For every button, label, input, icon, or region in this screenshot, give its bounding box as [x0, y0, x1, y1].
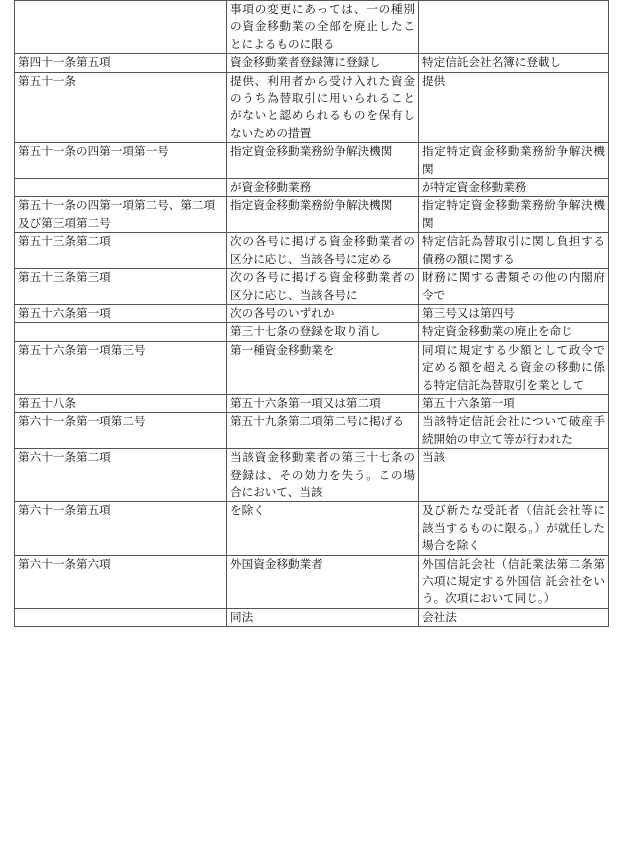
table-row [15, 233, 609, 269]
after-text-cell: 当該 [419, 449, 609, 502]
table-row [15, 341, 609, 394]
table-row [15, 179, 609, 197]
before-text-cell: 第五十六条第一項又は第二項 [227, 394, 419, 412]
before-text-cell: 次の各号に掲げる資金移動業者の区分に応じ、当該各号に [227, 269, 419, 305]
article-cell [15, 179, 227, 197]
after-text-cell: 指定特定資金移動業務紛争解決機関 [419, 143, 609, 179]
article-cell: 第五十三条第三項 [15, 269, 227, 305]
before-text-cell: 次の各号に掲げる資金移動業者の区分に応じ、当該各号に定める [227, 233, 419, 269]
before-text-cell: 当該資金移動業者の第三十七条の登録は、その効力を失う。この場合において、当該 [227, 449, 419, 502]
table-row [15, 608, 609, 626]
article-cell: 第六十一条第二項 [15, 449, 227, 502]
table-row [15, 304, 609, 322]
after-text-cell: 財務に関する書類その他の内閣府令で [419, 269, 609, 305]
before-text-cell: を除く [227, 502, 419, 555]
table-row [15, 555, 609, 608]
before-text-cell: 事項の変更にあっては、一の種別の資金移動業の全部を廃止したことによるものに限る [227, 1, 419, 54]
table-row [15, 54, 609, 72]
before-text-cell: 第一種資金移動業を [227, 341, 419, 394]
before-text-cell: 提供、利用者から受け入れた資金のうち為替取引に用いられることがないと認められるものを保有しないための措置 [227, 72, 419, 143]
after-text-cell: が特定資金移動業務 [419, 179, 609, 197]
article-cell: 第六十一条第一項第二号 [15, 413, 227, 449]
after-text-cell: 特定資金移動業の廃止を命じ [419, 323, 609, 341]
article-cell: 第五十三条第二項 [15, 233, 227, 269]
table-row [15, 143, 609, 179]
article-cell: 第五十八条 [15, 394, 227, 412]
table-row [15, 1, 609, 54]
after-text-cell: 同項に規定する少額として政令で定める額を超える資金の移動に係る特定信託為替取引を業として [419, 341, 609, 394]
before-text-cell: 同法 [227, 608, 419, 626]
table-row [15, 413, 609, 449]
article-cell: 第五十一条の四第一項第一号 [15, 143, 227, 179]
table-row [15, 72, 609, 143]
after-text-cell: 特定信託会社名簿に登載し [419, 54, 609, 72]
article-cell [15, 1, 227, 54]
article-cell: 第六十一条第五項 [15, 502, 227, 555]
before-text-cell: 次の各号のいずれか [227, 304, 419, 322]
before-text-cell: が資金移動業務 [227, 179, 419, 197]
after-text-cell: 及び新たな受託者（信託会社等に該当するものに限る。）が就任した場合を除く [419, 502, 609, 555]
article-cell [15, 323, 227, 341]
article-cell: 第五十六条第一項第三号 [15, 341, 227, 394]
table-row [15, 449, 609, 502]
after-text-cell: 指定特定資金移動業務紛争解決機関 [419, 197, 609, 233]
article-cell: 第五十一条の四第一項第二号、第二項及び第三項第二号 [15, 197, 227, 233]
after-text-cell: 第三号又は第四号 [419, 304, 609, 322]
table-row [15, 197, 609, 233]
after-text-cell: 会社法 [419, 608, 609, 626]
table-row [15, 502, 609, 555]
before-text-cell: 第五十九条第二項第二号に掲げる [227, 413, 419, 449]
after-text-cell: 特定信託為替取引に関し負担する債務の額に関する [419, 233, 609, 269]
after-text-cell: 提供 [419, 72, 609, 143]
after-text-cell: 第五十六条第一項 [419, 394, 609, 412]
after-text-cell: 当該特定信託会社について破産手続開始の申立て等が行われた [419, 413, 609, 449]
table-row [15, 394, 609, 412]
article-cell: 第六十一条第六項 [15, 555, 227, 608]
table-row [15, 269, 609, 305]
article-cell: 第五十一条 [15, 72, 227, 143]
after-text-cell: 外国信託会社（信託業法第二条第六項に規定する外国信 託会社をいう。次項において同じ。） [419, 555, 609, 608]
before-text-cell: 指定資金移動業務紛争解決機関 [227, 143, 419, 179]
article-cell: 第四十一条第五項 [15, 54, 227, 72]
table-row [15, 323, 609, 341]
before-text-cell: 指定資金移動業務紛争解決機関 [227, 197, 419, 233]
article-cell [15, 608, 227, 626]
article-cell: 第五十六条第一項 [15, 304, 227, 322]
before-text-cell: 資金移動業者登録簿に登録し [227, 54, 419, 72]
before-text-cell: 第三十七条の登録を取り消し [227, 323, 419, 341]
after-text-cell [419, 1, 609, 54]
amendment-table [14, 0, 609, 627]
before-text-cell: 外国資金移動業者 [227, 555, 419, 608]
